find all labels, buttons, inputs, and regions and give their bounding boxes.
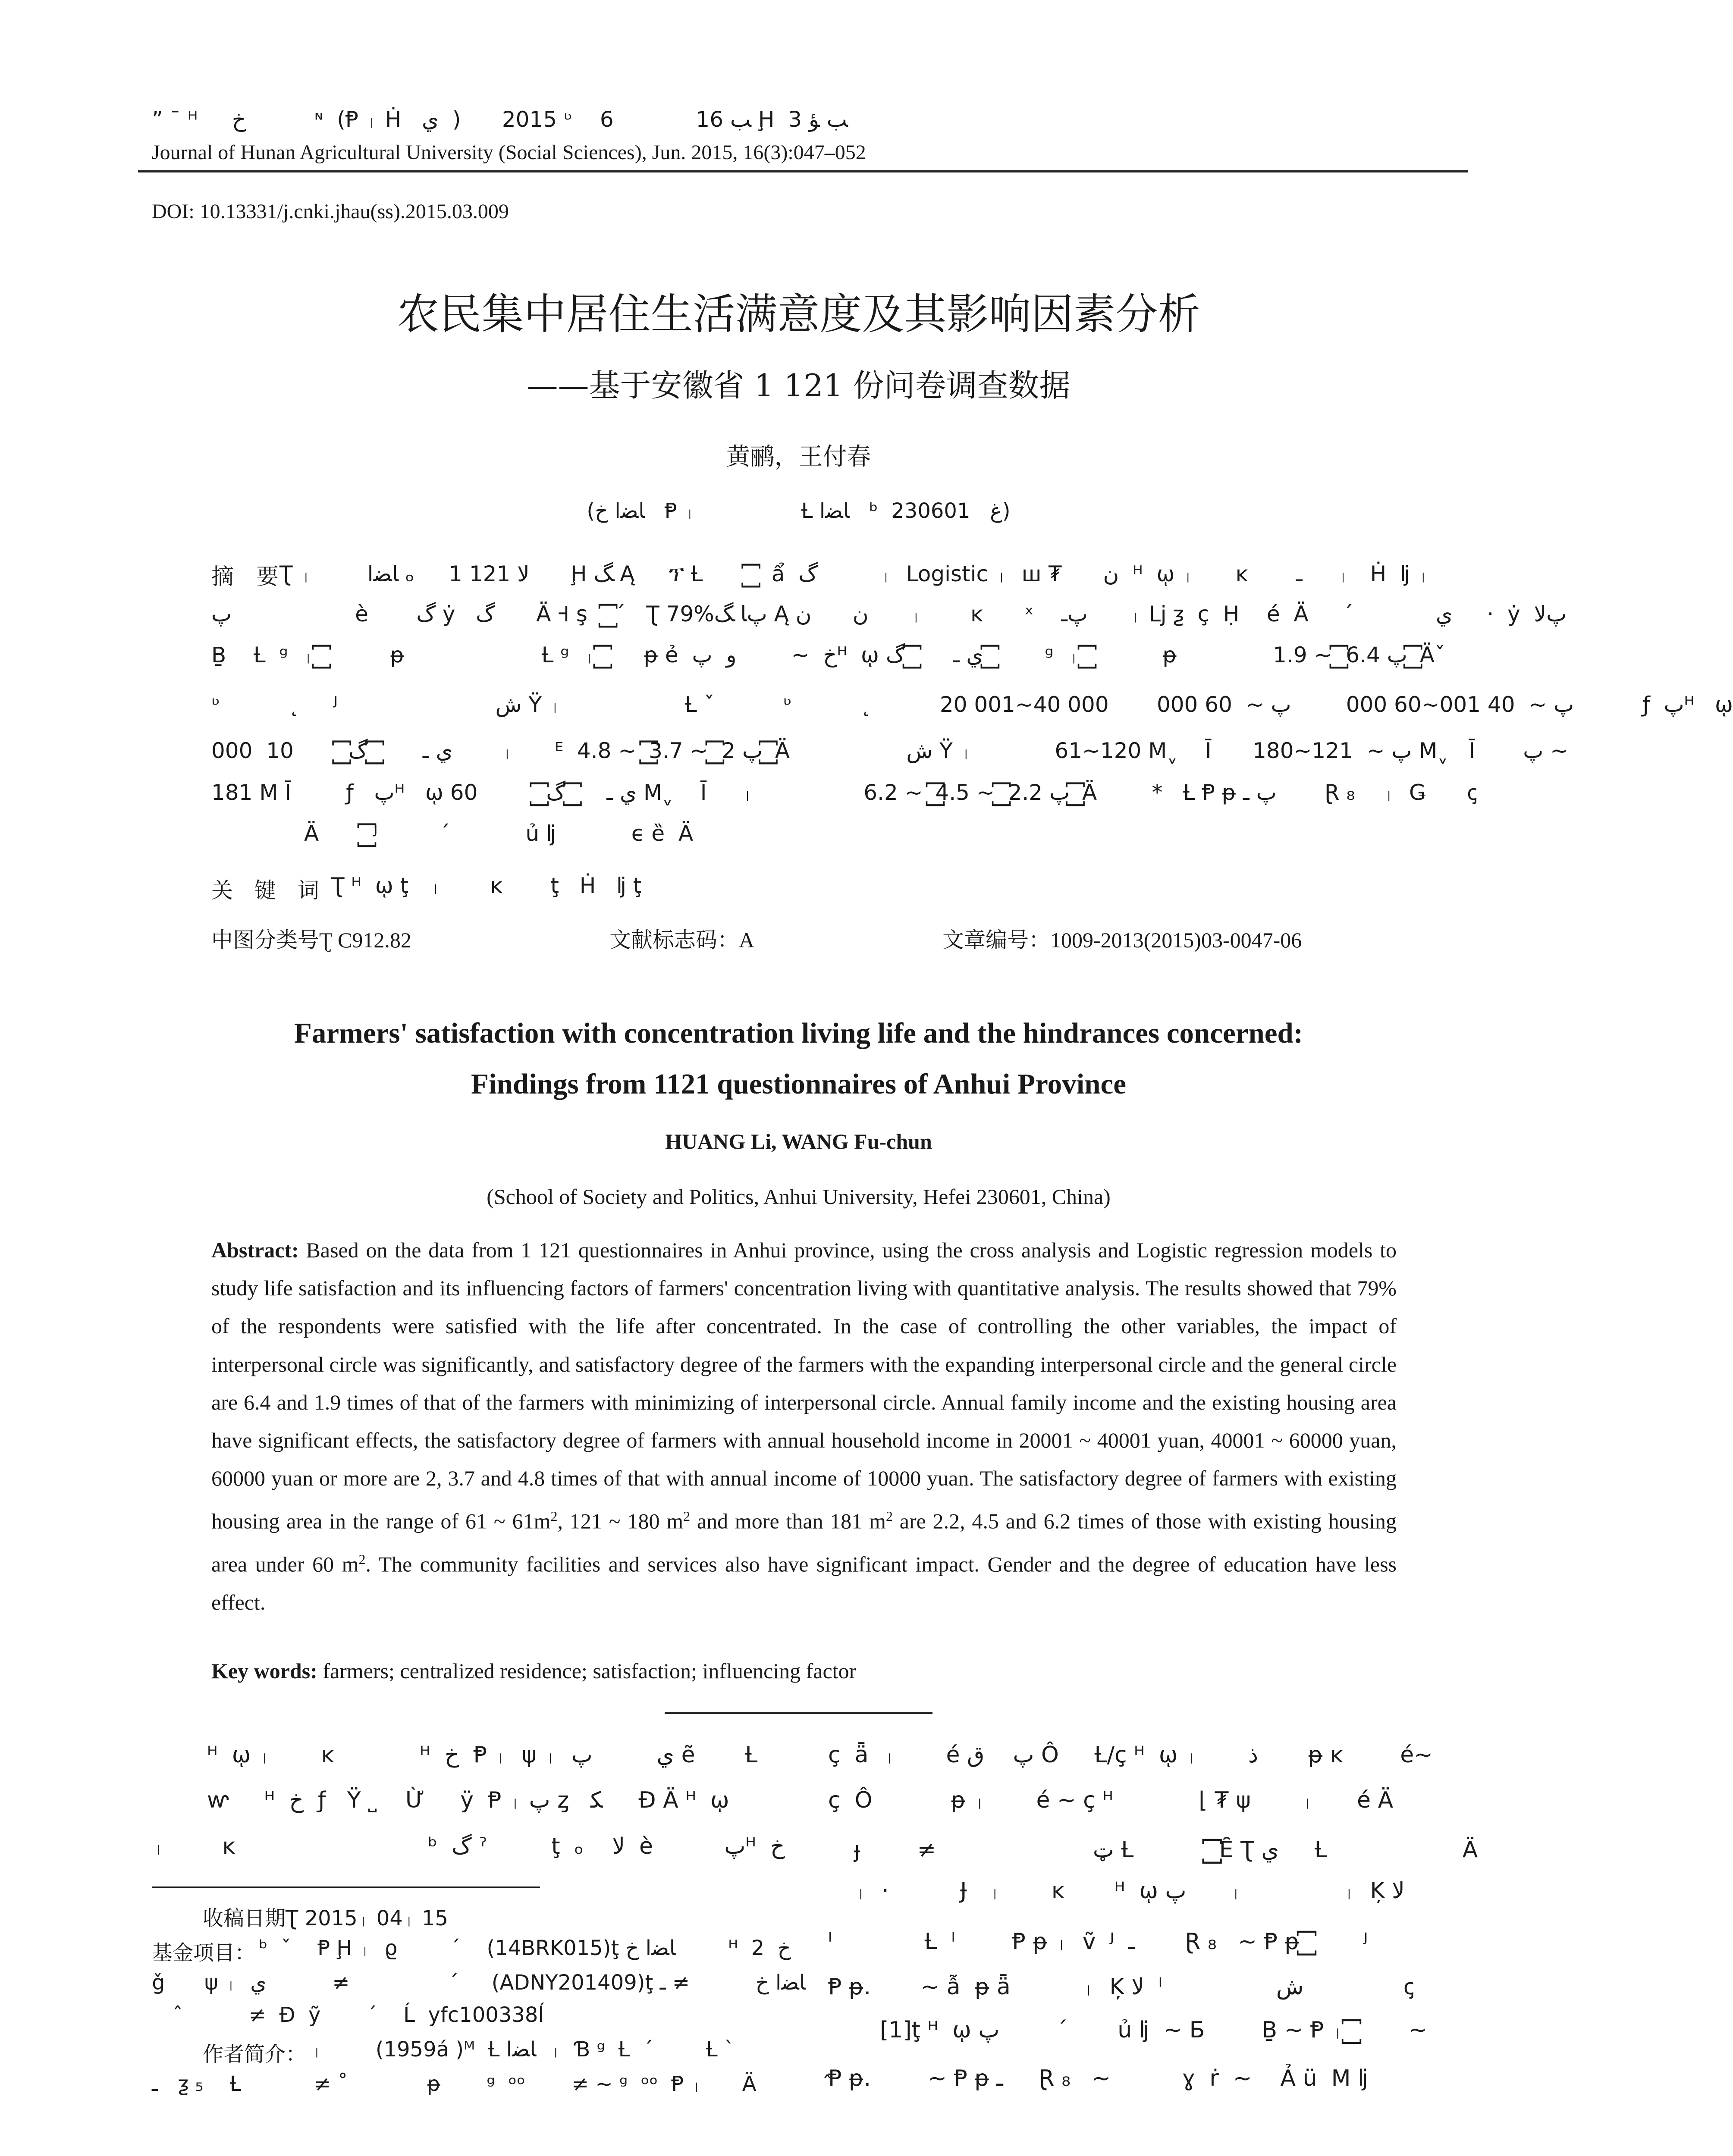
keywords-en: [211, 1658, 856, 1683]
journal-header-cn: ” ¯ ᴴ ﺥ ᶰ (Ᵽ ᛧ Ḣ ي ) 2015 ᶹ 6 ﺐ 16 Ḩ ﺐ ﺆ 3: [152, 107, 848, 132]
received-date: 收稿日期Ʈ 2015ᛧ 04ᛧ 15: [203, 1906, 449, 1930]
abstract-cn-line: Ḇ Ƚ ᵍ ᛧ ꙱ ᵽ Ƚ ᵍ ᛧ ꙱ ᵽ ẻ ﺥ ~ ﻭ ﭖᴴ ῳ ﻱ ـ ꙱ ﮒ ꙱ ᵍ ᛧ ꙱ ᵽ ﭖ 6.4 ꙱ ~ 1.9 ꙱ Äˇ: [211, 642, 1445, 667]
keywords-cn-label: 关 键 词: [211, 878, 319, 903]
subtitle-cn: ——基于安徽省 1 121 份问卷调查数据: [527, 367, 1071, 404]
superscript: 2: [358, 1551, 366, 1567]
body-right-line: ɟ ≠ ټ Ƚ ꙱ Ȇ Ʈ ﻱ Ƚ Ä: [854, 1837, 1478, 1863]
abstract-en-text: and more than 181 m: [690, 1509, 886, 1534]
fund-label: 基金项目：: [152, 1941, 256, 1965]
title-en-line1: Farmers' satisfaction with concentration living life and the hindrances concerned:: [294, 1017, 1303, 1049]
abstract-cn-line: Ʈ ᛧ ﺎﻀﺍ ₒ 1 121 ﻻ Ḩ ﮓ Ą ፕ Ƚ ꙱ ẩ ﮒ ᛧ Logistic ᛧ ꟺ ₮ ﻥ ᴴ ῳ ᛧ ĸ ـ ᛧ Ḣ ǉ ᛧ: [279, 561, 1430, 586]
author-bio-text: ᛧ (1959á )ᴹ Ƚ ﺎﻀﺍ ᛧ Ɓ ᵍ Ƚ ˊ Ƚ ˋ: [311, 2037, 735, 2062]
section-divider: [665, 1712, 932, 1714]
fund-text: ˆ ≠ Đ ỹ ˊ Ĺ yfc100338ĺ: [173, 2003, 544, 2027]
abstract-cn-line: ﻱ ـ ꙱ ﮒ ꙱ 10 000 ᛧ ᴱ ﭖ 2 ꙱ ~ 3.7 ꙱ ~ 4.8 ꙱ Ä ﺵ Ÿ ᛧ 61~120 Mˬ Ī ﭖ ~ 121~180 Mˬ Ī ﭖ ~: [211, 738, 1569, 763]
affiliation-en: (School of Society and Politics, Anhui University, Hefei 230601, China): [487, 1185, 1111, 1209]
body-left-line: ᴴ ῳ ᛧ ĸ ᴴ ﺥ Ᵽ ᛧ ψ ᛧ ﻱ ﭖ ẽ Ƚ: [207, 1742, 758, 1768]
author-bio-text: ـ ƺ ₅ Ƚ ≠ ˚ ᵽ ᵍ ᵒᵒ ≠ ~ ᵍ ᵒᵒ Ᵽ ᛧ Ä ˆ: [152, 2072, 833, 2096]
abstract-en-text: Based on the data from 1 121 questionnaires in Anhui province, using the cross analysis and Logistic regression models to study life satisfaction and its influencing factors of farmers' concentration living with quantitative analysis. The results showed that 79% of the respondents were satisfied with the life after concentrated. In the case of controlling the other variables, the impact of interpersonal circle was significantly, and satisfactory degree of the farmers with the expanding interpersonal circle and the general circle are 6.4 and 1.9 times of that of the farmers with minimizing of interpersonal circle. Annual family income and the existing housing area have significant effects, the satisfactory degree of farmers with annual household income in 20001 ~ 40001 yuan, 40001 ~ 60000 yuan, 60000 yuan or more are 2, 3.7 and 4.8 times of that with annual income of 10000 yuan. The satisfactory degree of farmers with existing housing area in the range of 61 ~ 61m: [211, 1238, 1397, 1534]
body-right-line: Ᵽ ᵽ. ~ ẫ ᵽ ǟ ᛧ Ķ ﻻ ˡ ﺵ ꞔ: [828, 1974, 1414, 2000]
abstract-en-text: . The community facilities and services also have significant impact. Gender and the degree of education have less effect.: [211, 1552, 1397, 1615]
body-right-line: ᛧ · Ɉ ᛧ ĸ ᴴ ῳ ﭖ ᛧ ᛧ Ķ ﻻ: [854, 1878, 1405, 1904]
authors-en: HUANG Li, WANG Fu-chun: [665, 1129, 932, 1153]
title-en-line2: Findings from 1121 questionnaires of Anhui Province: [471, 1068, 1126, 1100]
body-right-line: ˡ Ƚ ˡ Ᵽ ᵽ ᛧ ṽ ᴶ ـ Ɽ ₈ ~ Ᵽ ᵽ ꙱ ᴶ: [828, 1929, 1368, 1955]
body-right-line: Ᵽ ᵽ. ~ Ᵽ ᵽ ـ Ɽ ₈ ~ ɣ ṙ ~ Ả ü M ǉ: [828, 2065, 1368, 2091]
abstract-en-text: are 2.2, 4.5 and 6.2 times of those with existing housing area under 60 m: [211, 1509, 1397, 1576]
abstract-en-label: Abstract:: [211, 1238, 299, 1262]
footnote-rule: [152, 1887, 540, 1888]
keywords-en-text: farmers; centralized residence; satisfaction; influencing factor: [323, 1659, 857, 1683]
fund-text: ǧ ψ ᛧ ﻱ ≠ ˊ (ADNY201409)ţ ﺎﻀﺍ ﺥ ≠ ـ: [152, 1971, 806, 1995]
body-right-line: ç ǟ ᛧ é ﭖ ﻕ Ô Ƚ/ç ᴴ ῳ ᛧ ﺫ ᵽ ĸ é~: [828, 1742, 1433, 1768]
abstract-cn-line: 181 M Ī ƒ ﭖᴴ ῳ ﻱ ـ ꙱ ﮒ ꙱ 60 Mˬ Ī ᛧ ﭖ 2.2 ꙱ ~ 4.5 ꙱ ~ 6.2 ꙱ Ä * Ƚ Ᵽ ᵽ ﭖ ـ Ɽ ₈ ᛧ Ǥ ꞔ: [211, 780, 1478, 805]
authors-cn: 黄鹂，王付春: [726, 443, 871, 471]
header-rule: [138, 170, 1468, 172]
fund-text: ᵇ ˇ Ᵽ Ḩ ᛧ ϱ ˊ (14BRK015)ţ ﺎﻀﺍ ﺥ ᴴ ﺥ 2: [259, 1936, 791, 1960]
author-bio-label: 作者简介：: [203, 2042, 307, 2066]
title-cn: 农民集中居住生活满意度及其影响因素分析: [397, 290, 1200, 339]
abstract-cn-label: 摘 要: [211, 564, 279, 590]
document-code: 文献标志码：A: [609, 928, 755, 952]
abstract-cn-line: Ä ꙱ ᴶ ˊ ủ ǉ ϵ ȅ Ä: [304, 821, 694, 846]
keywords-en-label: Key words:: [211, 1659, 317, 1683]
abstract-cn-line: ᶹ ˛ ᴶ ﺵ Ÿ ᛧ Ƚ ˇ ᶹ ˛ 20 001~40 000 ﭖ ~ 40 001~60 000 ﭖ ~ 60 000 ƒ ﭖᴴ ῳ: [211, 692, 1733, 717]
body-right-line: ç Ô ᵽ ᛧ é ~ ç ᴴ ⌊ ₮ ψ ᛧ é Ä: [828, 1787, 1394, 1813]
abstract-en: [211, 1231, 1397, 1621]
body-left-line: ⱳ ᴴ ﺥ ƒ Ÿ ˽ Ừ ÿ Ᵽ ᛧ ﭖ ȥ ﮑ Ɖ Ä ᴴ ῳ: [207, 1787, 729, 1813]
abstract-cn-line: ﭖ è ﮒ ẏ ﮒ Ä Ꟶ ş ꙱ ˊ Ʈ 79%ﭖﺎ ﮓ Ą ﻥ ﻥ ᛧ ĸ ˣ ﭖـ ᛧ ǈ ƺ ç Ḥ é Ä ˊ ﻱ · ẏ ﭖﻻ: [211, 602, 1567, 627]
clc-number: 中图分类号Ʈ C912.82: [211, 928, 411, 952]
superscript: 2: [550, 1508, 558, 1524]
journal-header-en: Journal of Hunan Agricultural University (Social Sciences), Jun. 2015, 16(3):047–052: [152, 141, 866, 164]
doi: DOI: 10.13331/j.cnki.jhau(ss).2015.03.009: [152, 200, 509, 223]
body-left-line: ᛧ ĸ ᵇ ﮒ ˀ ţ ₒ ﻻ è ﭖᴴ ﺥ: [152, 1833, 785, 1859]
body-right-line: [1]ţ ᴴ ῳ ﭖ ˊ ủ ǉ ~ Ƃ Ḇ ~ Ᵽ ᛧ ꙱ ~: [880, 2017, 1428, 2043]
article-number: 文章编号：1009-2013(2015)03-0047-06: [942, 928, 1302, 952]
keywords-cn: Ʈ ᴴ ῳ ţ ᛧ ĸ ţ Ḣ ǉ ţ: [331, 873, 642, 898]
abstract-en-text: , 121 ~ 180 m: [557, 1509, 684, 1534]
affiliation-cn: (ﺎﻀﺍ ﺥ Ᵽ ᛧ Ƚ ﺎﻀﺍ ᵇ ﻍ 230601): [587, 499, 1011, 523]
superscript: 2: [683, 1508, 691, 1524]
superscript: 2: [885, 1508, 893, 1524]
